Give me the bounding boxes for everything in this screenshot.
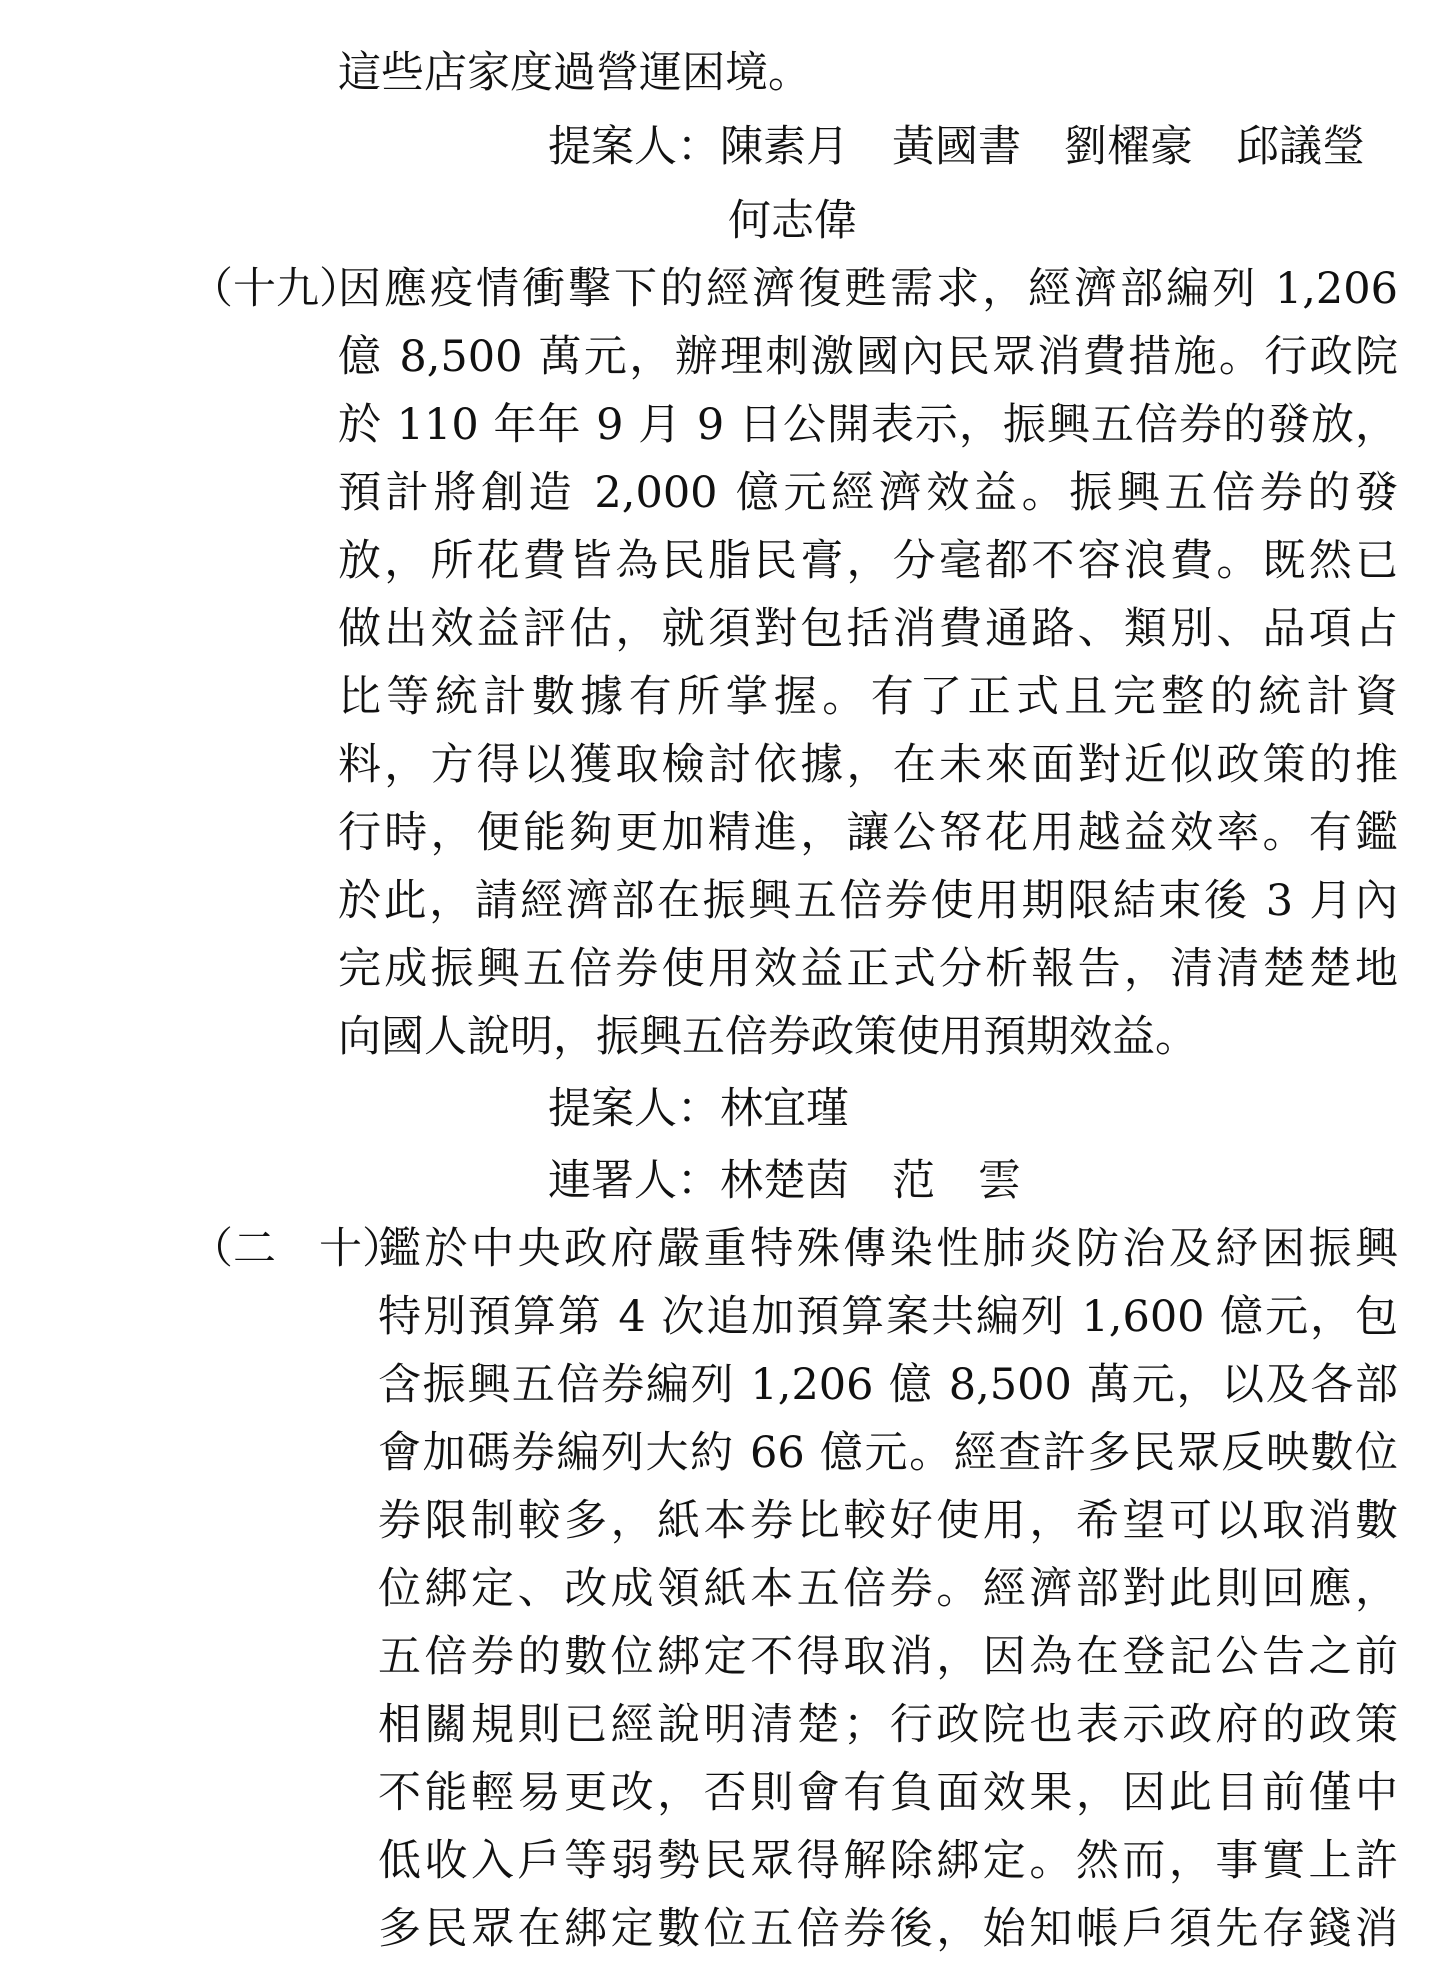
item20-line: 券限制較多，紙本券比較好使用，希望可以取消數	[378, 1496, 1398, 1546]
item19-line: 因應疫情衝擊下的經濟復甦需求，經濟部編列 1,206	[338, 264, 1398, 314]
item20-line: 位綁定、改成領紙本五倍券。經濟部對此則回應，	[378, 1564, 1398, 1614]
item20-line: 相關規則已經說明清楚；行政院也表示政府的政策	[378, 1700, 1398, 1750]
item20-line: 特別預算第 4 次追加預算案共編列 1,600 億元，包	[378, 1292, 1398, 1342]
item19-line: 億 8,500 萬元，辦理刺激國內民眾消費措施。行政院	[338, 332, 1398, 382]
intro-tail-line: 這些店家度過營運困境。	[338, 48, 811, 98]
item19-label: （十九）	[190, 264, 362, 314]
item20-line: 含振興五倍券編列 1,206 億 8,500 萬元，以及各部	[378, 1360, 1398, 1410]
item20-label: （二 十）	[190, 1224, 405, 1274]
item19-line: 放，所花費皆為民脂民膏，分毫都不容浪費。既然已	[338, 536, 1398, 586]
item20-line: 不能輕易更改，否則會有負面效果，因此目前僅中	[378, 1768, 1398, 1818]
intro-proposers-line-1: 提案人：陳素月 黃國書 劉櫂豪 邱議瑩	[548, 122, 1365, 172]
item19-line: 向國人說明，振興五倍券政策使用預期效益。	[338, 1012, 1198, 1062]
item20-line: 會加碼券編列大約 66 億元。經查許多民眾反映數位	[378, 1428, 1398, 1478]
item19-line: 於 110 年年 9 月 9 日公開表示，振興五倍券的發放，	[338, 400, 1398, 450]
item20-line: 多民眾在綁定數位五倍券後，始知帳戶須先存錢消	[378, 1904, 1398, 1954]
item20-line: 五倍券的數位綁定不得取消，因為在登記公告之前	[378, 1632, 1398, 1682]
item20-line: 鑑於中央政府嚴重特殊傳染性肺炎防治及紓困振興	[378, 1224, 1398, 1274]
item19-line: 於此，請經濟部在振興五倍券使用期限結束後 3 月內	[338, 876, 1398, 926]
item19-line: 比等統計數據有所掌握。有了正式且完整的統計資	[338, 672, 1398, 722]
item19-line: 做出效益評估，就須對包括消費通路、類別、品項占	[338, 604, 1398, 654]
intro-proposers-line-2: 何志偉	[728, 196, 857, 246]
item19-line: 料，方得以獲取檢討依據，在未來面對近似政策的推	[338, 740, 1398, 790]
item20-line: 低收入戶等弱勢民眾得解除綁定。然而，事實上許	[378, 1836, 1398, 1886]
item19-line: 行時，便能夠更加精進，讓公帑花用越益效率。有鑑	[338, 808, 1398, 858]
item19-cosigners: 連署人：林楚茵 范 雲	[548, 1156, 1021, 1206]
item19-line: 完成振興五倍券使用效益正式分析報告，清清楚楚地	[338, 944, 1398, 994]
item19-proposer: 提案人：林宜瑾	[548, 1084, 849, 1134]
item19-line: 預計將創造 2,000 億元經濟效益。振興五倍券的發	[338, 468, 1398, 518]
